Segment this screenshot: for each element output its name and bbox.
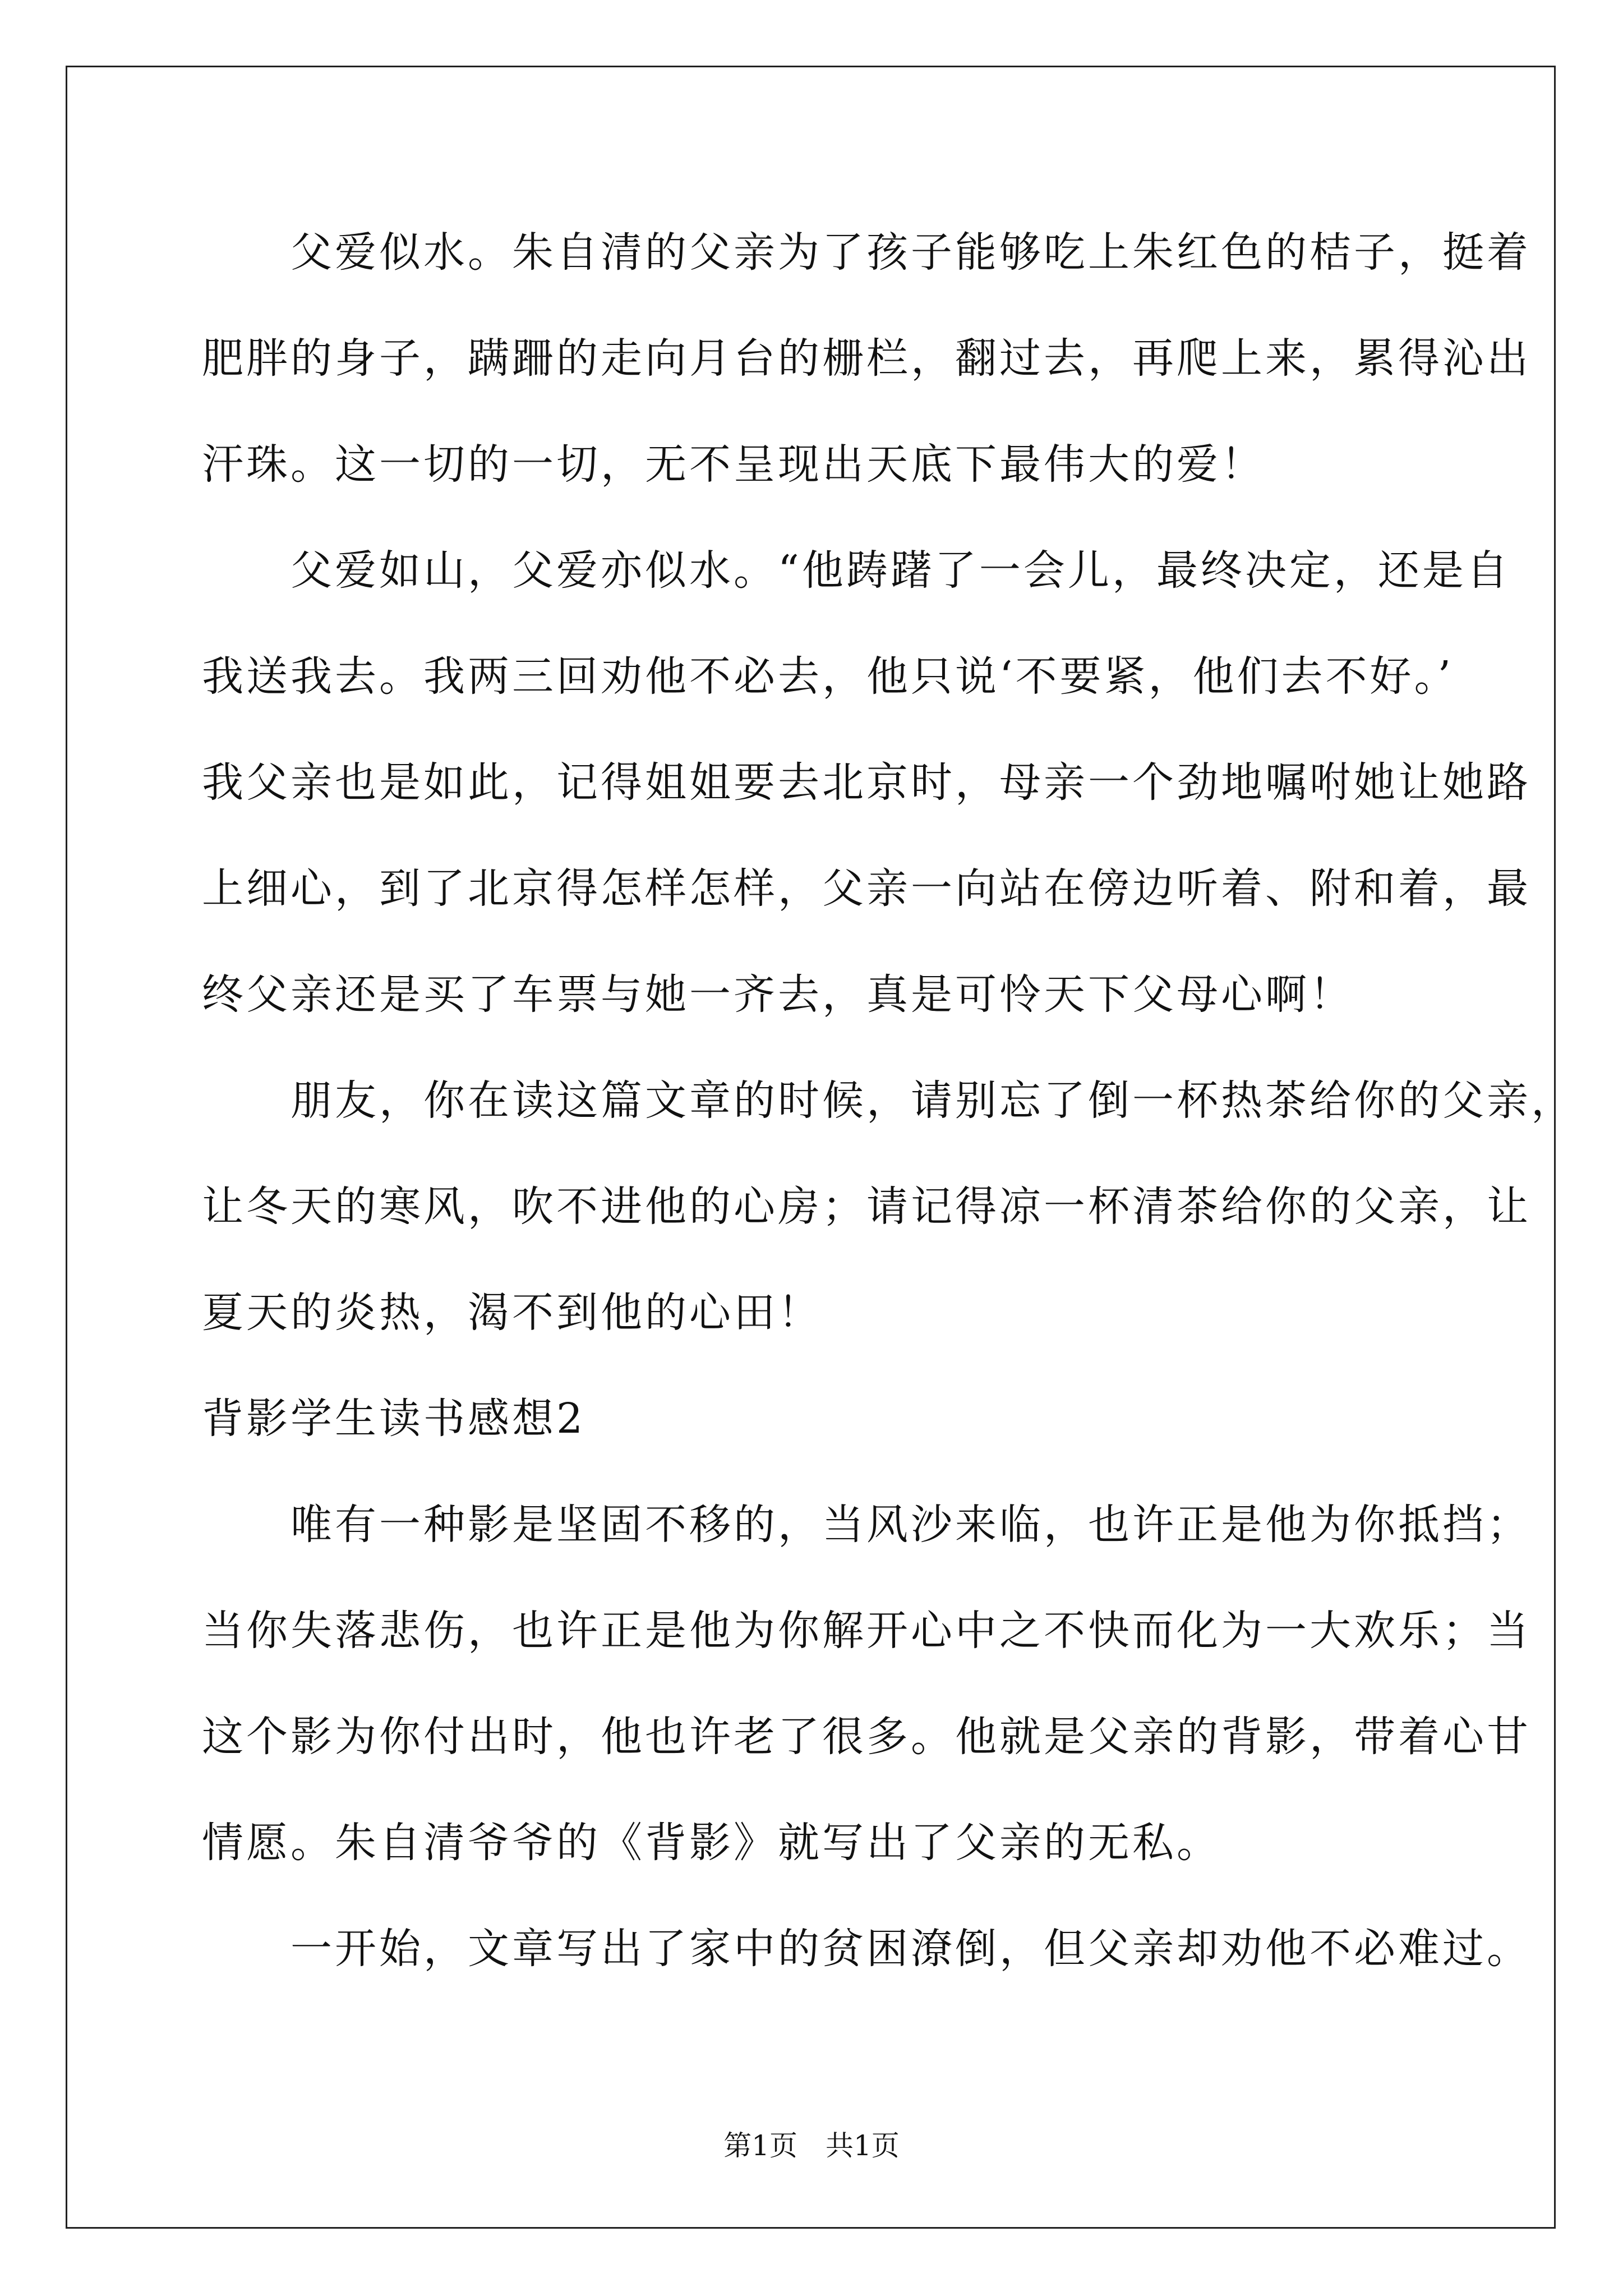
text-line: 这个影为你付出时，他也许老了很多。他就是父亲的背影，带着心甘	[202, 1713, 1531, 1761]
text-line: 我父亲也是如此，记得姐姐要去北京时，母亲一个劲地嘱咐她让她路	[202, 758, 1531, 807]
section-heading: 背影学生读书感想2	[202, 1395, 586, 1443]
text-line: 肥胖的身子，蹒跚的走向月台的栅栏，翻过去，再爬上来，累得沁出	[202, 334, 1531, 383]
text-line: 唯有一种影是坚固不移的，当风沙来临，也许正是他为你抵挡；	[202, 1501, 1531, 1549]
text-line: 我送我去。我两三回劝他不必去，他只说‘不要紧，他们去不好。’	[202, 652, 1454, 701]
text-line: 一开始，文章写出了家中的贫困潦倒，但父亲却劝他不必难过。	[202, 1925, 1531, 1973]
text-line: 汗珠。这一切的一切，无不呈现出天底下最伟大的爱！	[202, 440, 1265, 489]
text-line: 朋友，你在读这篇文章的时候，请别忘了倒一杯热茶给你的父亲，	[202, 1076, 1575, 1125]
text-line: 夏天的炎热，渴不到他的心田！	[202, 1289, 822, 1337]
text-line: 上细心，到了北京得怎样怎样，父亲一向站在傍边听着、附和着，最	[202, 864, 1531, 913]
text-line: 当你失落悲伤，也许正是他为你解开心中之不快而化为一大欢乐；当	[202, 1607, 1531, 1655]
page-border	[66, 66, 1575, 2229]
text-line: 父爱似水。朱自清的父亲为了孩子能够吃上朱红色的桔子，挺着	[202, 228, 1531, 277]
text-line: 父爱如山，父爱亦似水。“他踌躇了一会儿，最终决定，还是自	[202, 546, 1511, 595]
text-line: 情愿。朱自清爷爷的《背影》就写出了父亲的无私。	[202, 1819, 1221, 1867]
text-line: 让冬天的寒风，吹不进他的心房；请记得凉一杯清茶给你的父亲，让	[202, 1182, 1531, 1231]
page-number-footer: 第1页 共1页	[723, 2129, 900, 2162]
text-line: 终父亲还是买了车票与她一齐去，真是可怜天下父母心啊！	[202, 970, 1354, 1019]
